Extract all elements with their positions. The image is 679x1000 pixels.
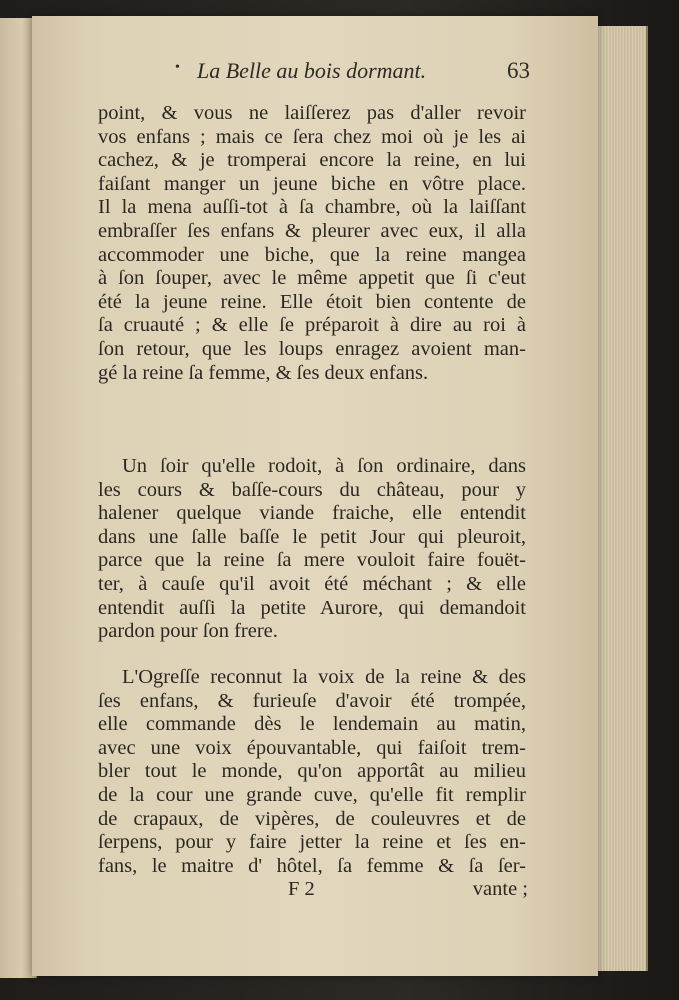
text-line: halener quelque viande fraiche, elle entendit	[98, 502, 526, 525]
text-line: pardon pour ſon frere.	[98, 620, 278, 643]
text-line: L'Ogreſſe reconnut la voix de la reine & des	[122, 666, 526, 688]
paragraph-2	[98, 455, 526, 644]
text-line: avec une voix épouvantable, qui faiſoit trem-	[98, 736, 526, 759]
text-line: les cours & baſſe-cours du château, pour y	[98, 478, 526, 501]
text-line: gé la reine ſa femme, & ſes deux enfans.	[98, 361, 429, 384]
text-line: Un ſoir qu'elle rodoit, à ſon ordinaire, dans	[122, 455, 526, 477]
running-header	[175, 58, 530, 90]
catchword: vante ;	[472, 878, 528, 900]
text-line: à ſon ſouper, avec le même appetit que ſi c'eut	[98, 267, 526, 290]
header-ornament: •	[175, 60, 180, 75]
text-line: accommoder une biche, que la reine mangea	[98, 243, 526, 266]
text-line: Il la mena auſſi-tot à ſa chambre, où la laiſſant	[98, 196, 526, 219]
text-line: elle commande dès le lendemain au matin,	[98, 713, 526, 736]
text-line: bler tout le monde, qu'on apportât au milieu	[98, 760, 526, 783]
page-stack-edges	[590, 26, 648, 971]
text-line: parce que la reine ſa mere vouloit faire fouët-	[98, 549, 526, 572]
page-footer	[288, 878, 528, 904]
text-line: vos enfans ; mais ce ſera chez moi où je les ai	[98, 125, 526, 148]
text-line: ſerpens, pour y faire jetter la reine et ſes en-	[98, 831, 526, 854]
signature-mark: F 2	[288, 878, 315, 900]
text-line: fans, le maitre d' hôtel, ſa femme & ſa ſer-	[98, 854, 526, 877]
page-number: 63	[507, 58, 530, 83]
text-line: dans une ſalle baſſe le petit Jour qui pleuroit,	[98, 525, 526, 548]
text-line: de la cour une grande cuve, qu'elle fit remplir	[98, 783, 526, 806]
text-line: embraſſer ſes enfans & pleurer avec eux, il alla	[98, 219, 526, 242]
text-line: ſes enfans, & furieuſe d'avoir été trompée,	[98, 689, 526, 712]
text-line: de crapaux, de vipères, de couleuvres et de	[98, 807, 526, 830]
text-line: ſon retour, que les loups enragez avoient man-	[98, 337, 526, 360]
running-title: La Belle au bois dormant.	[197, 58, 427, 83]
text-line: ſa cruauté ; & elle ſe préparoit à dire au roi à	[98, 314, 526, 337]
text-line: entendit auſſi la petite Aurore, qui demandoit	[98, 596, 526, 619]
text-line: faiſant manger un jeune biche en vôtre place.	[98, 172, 526, 195]
text-line: été la jeune reine. Elle étoit bien contente de	[98, 290, 526, 313]
text-line: point, & vous ne laiſſerez pas d'aller revoir	[98, 102, 526, 124]
paragraph-1	[98, 102, 526, 385]
text-line: ter, à cauſe qu'il avoit été méchant ; & elle	[98, 572, 526, 595]
text-line: cachez, & je tromperai encore la reine, en lui	[98, 149, 526, 172]
paragraph-3	[98, 666, 526, 878]
